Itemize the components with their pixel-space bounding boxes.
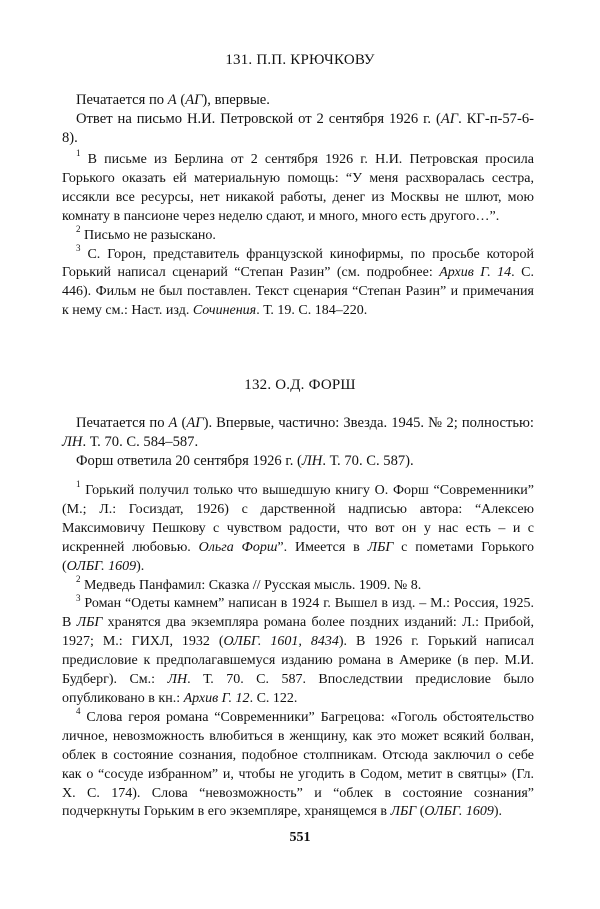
section-131-notes — [62, 148, 534, 321]
intro-paragraph: Форш ответила 20 сентября 1926 г. (ЛН. Т. 70. С. 587). — [76, 453, 414, 469]
footnote: $^1$ Горький получил только что вышедшую книгу О. Форш “Современники” (М.; Л.: Госиздат, 1926) с дарственной надписью автора: “Алексею Максимовичу Пешкову с чувством радости, что вот он у нас есть – и с искренней любовью. Ольга Форш”. Имеется в ЛБГ с пометами Горького (ОЛБГ. 1609). — [62, 479, 534, 574]
footnote: $^3$ Роман “Одеты камнем” написан в 1924 г. Вышел в изд. – М.: Россия, 1925. В ЛБГ хранятся два экземпляра романа более поздних изданий: Л.: Прибой, 1927; М.: ГИХЛ, 1932 (ОЛБГ. 1601, 8434). В 1926 г. Горький написал предисловие к предполагавшемуся изданию романа в Америке (в пер. М.И. Будберг). См.: ЛН. Т. 70. С. 587. Впоследствии предисловие было опубликовано в кн.: Архив Г. 12. С. 122. — [62, 592, 535, 706]
page-number: 551 — [289, 830, 311, 845]
intro-paragraph: Печатается по А (АГ), впервые. — [76, 92, 270, 108]
intro-paragraph: Ответ на письмо Н.И. Петровской от 2 сентября 1926 г. (АГ. КГ-п-57-6-8). — [62, 111, 534, 146]
footnote: $^2$ Письмо не разыскано. — [76, 223, 216, 243]
intro-paragraph: Печатается по А (АГ). Впервые, частично: Звезда. 1945. № 2; полностью: ЛН. Т. 70. С. 584–587. — [62, 415, 534, 450]
section-131-intro — [62, 91, 534, 148]
footnote: $^3$ С. Горон, представитель французской кинофирмы, по просьбе которой Горький написал сценарий “Степан Разин” (см. подробнее: Архив Г. 14. С. 446). Фильм не был поставлен. Текст сценария “Степан Разин” и примечания к нему см.: Наст. изд. Сочинения. Т. 19. С. 184–220. — [62, 242, 534, 319]
footnote: $^2$ Медведь Панфамил: Сказка // Русская мысль. 1909. № 8. — [76, 573, 422, 593]
section-132-notes — [62, 479, 535, 822]
footnote: $^1$ В письме из Берлина от 2 сентября 1926 г. Н.И. Петровская просила Горького оказать ей материальную помощь: “У меня расхворалась сестра, иссякли все ресурсы, нет никакой работы, денег из Москвы не шлют, мою комнату в пансионе через неделю сдают, и много, много есть другого…”. — [62, 148, 534, 224]
section-132-intro — [62, 414, 534, 471]
footnote: $^4$ Слова героя романа “Современники” Багрецова: «Гоголь обстоятельство личное, невозможность влюбиться в женщину, как это может всякий болван, облек в состояние сознания, подобное столпникам. Отсюда заключил о себе как о “сосуде избранном” и, чтобы не угодить в Содом, метит в святцы» (Гл. X. С. 174). Слова “невозможность” и “облек в состояние сознания” подчеркнуты Горьким в его экземпляре, хранящемся в ЛБГ (ОЛБГ. 1609). — [62, 706, 534, 820]
section-131-title: 131. П.П. КРЮЧКОВУ — [225, 52, 375, 68]
section-132-title: 132. О.Д. ФОРШ — [244, 377, 356, 393]
